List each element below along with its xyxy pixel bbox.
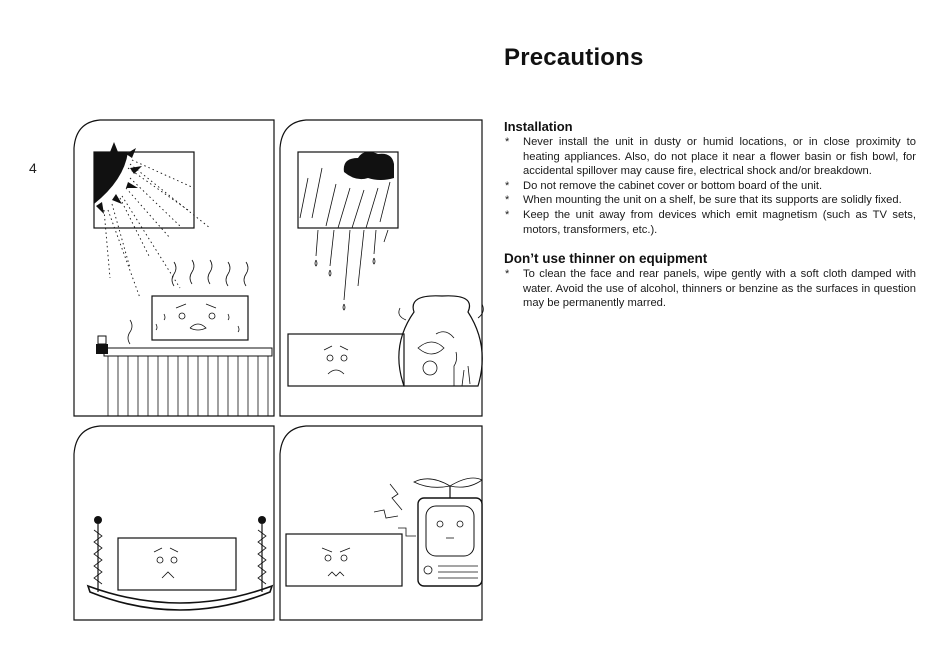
bullet-star-icon: * xyxy=(505,268,510,281)
list-item xyxy=(504,179,916,194)
sweating-unit xyxy=(152,296,248,340)
list-item xyxy=(504,135,916,179)
bullet-star-icon: * xyxy=(505,208,510,221)
page-number: 4 xyxy=(29,160,37,176)
list-item xyxy=(504,267,916,311)
worried-unit xyxy=(288,334,404,386)
list-item xyxy=(504,193,916,208)
list-item-text: Never install the unit in dusty or humid locations, or in close proximity to heating appliances. Also, do not place it near a flower basin or fish bowl, for accidental spillover may cause fire, electrical shock and/or breakdown. xyxy=(523,136,916,178)
angry-unit xyxy=(286,534,402,586)
page-title: Precautions xyxy=(504,44,644,71)
tv-magnetism-panel xyxy=(278,424,484,622)
rain-fishbowl-panel xyxy=(278,118,484,418)
shelf-swing-panel xyxy=(70,424,276,622)
list-item-text: Keep the unit away from devices which emit magnetism (such as TV sets, motors, transformers, etc.). xyxy=(523,208,916,236)
bullet-star-icon: * xyxy=(505,136,510,148)
installation-list xyxy=(504,135,916,237)
thinner-list xyxy=(504,267,916,311)
list-item-text: To clean the face and rear panels, wipe gently with a soft cloth damped with water. Avoid the use of alcohol, thinners or benzine as the surfaces in question may be permanently marred. xyxy=(523,268,916,310)
list-item-text: When mounting the unit on a shelf, be sure that its supports are solidly fixed. xyxy=(523,194,902,207)
installation-heading: Installation xyxy=(504,119,573,134)
bullet-star-icon: * xyxy=(505,194,510,207)
list-item-text: Do not remove the cabinet cover or bottom board of the unit. xyxy=(523,179,823,192)
sun-heater-panel xyxy=(70,118,276,418)
bullet-star-icon: * xyxy=(505,179,510,192)
thinner-heading: Don’t use thinner on equipment xyxy=(504,251,708,267)
scared-unit xyxy=(118,538,236,590)
list-item xyxy=(504,208,916,237)
precautions-text xyxy=(504,119,916,311)
